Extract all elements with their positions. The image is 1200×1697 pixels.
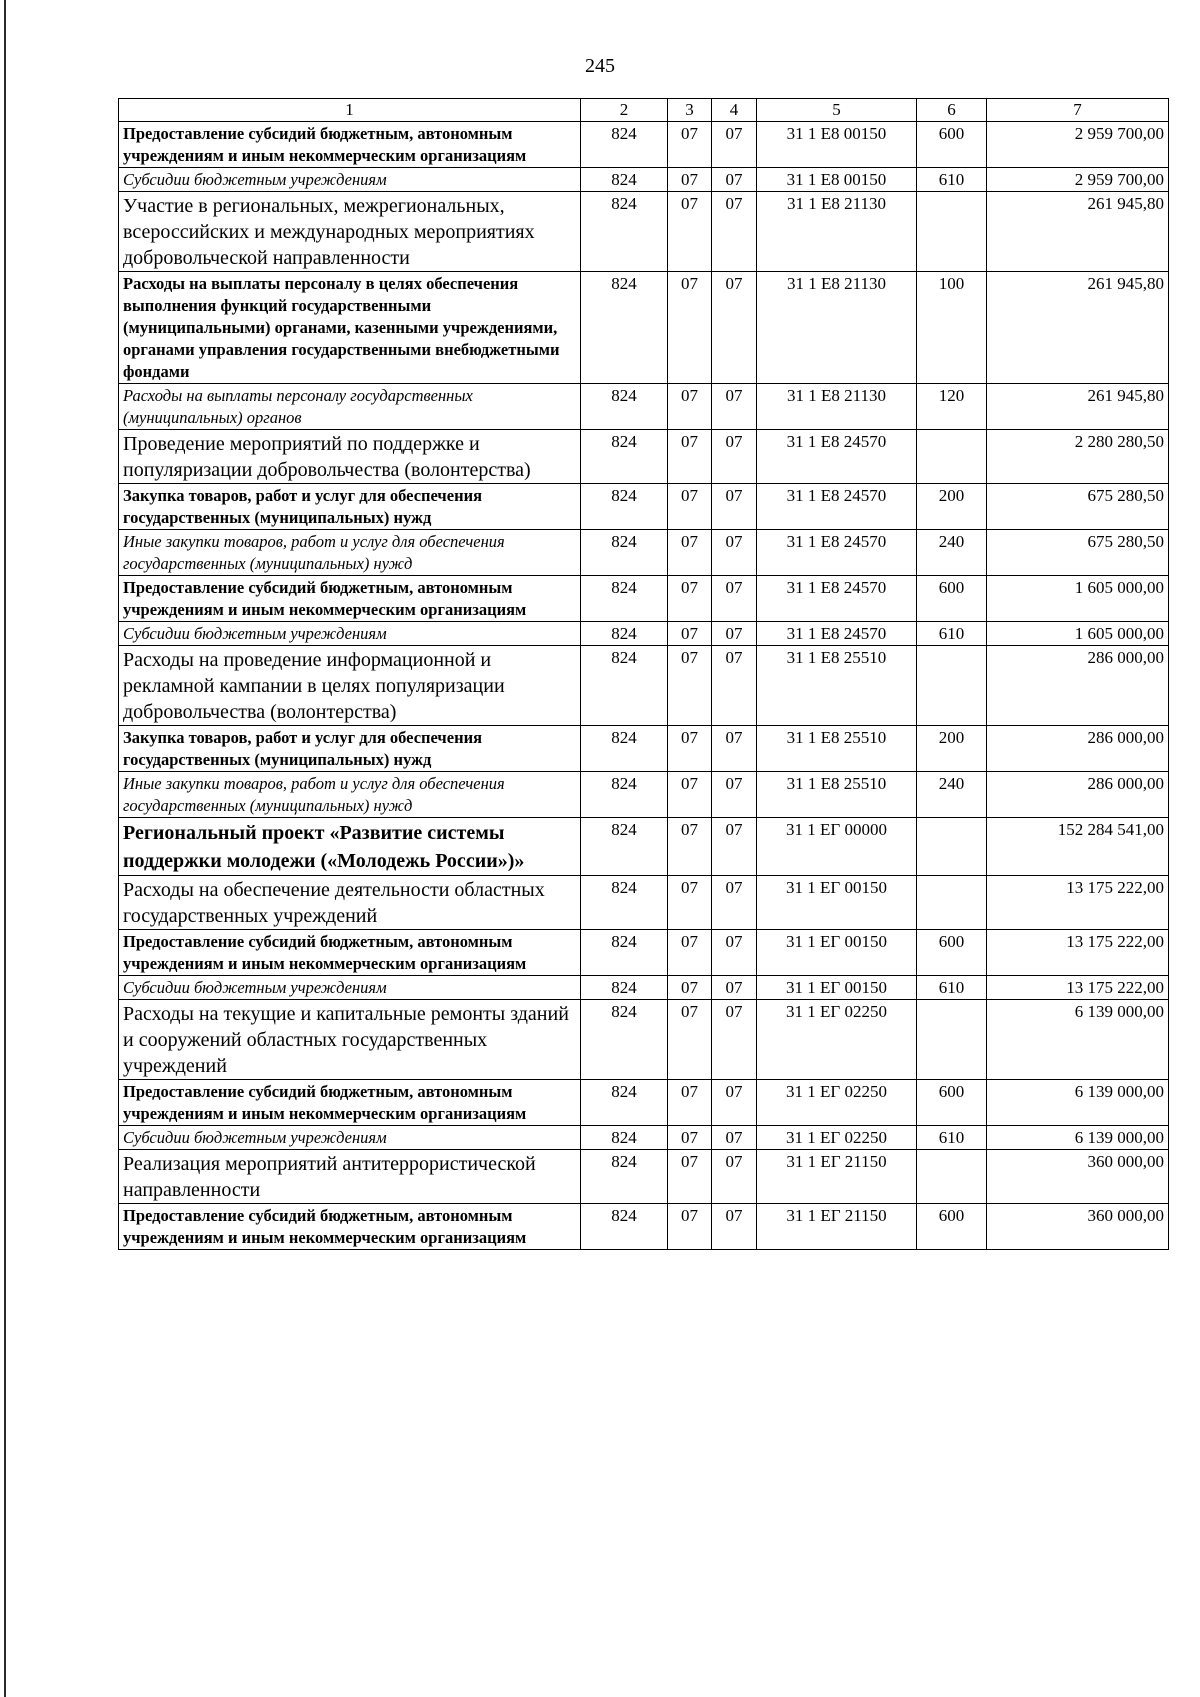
target-article-code: 31 1 ЕГ 00150 (757, 930, 917, 976)
row-name: Проведение мероприятий по поддержке и популяризации добровольчества (волонтерства) (119, 430, 581, 484)
expense-type-code (917, 876, 987, 930)
expense-type-code: 100 (917, 272, 987, 384)
expense-type-code (917, 430, 987, 484)
subsection-code: 07 (712, 646, 757, 726)
column-number: 4 (712, 99, 757, 122)
row-name: Предоставление субсидий бюджетным, автономным учреждениям и иным некоммерческим организациям (119, 1080, 581, 1126)
row-name: Субсидии бюджетным учреждениям (119, 976, 581, 1000)
table-row (119, 122, 1169, 168)
section-code: 07 (668, 168, 712, 192)
section-code: 07 (668, 430, 712, 484)
target-article-code: 31 1 Е8 25510 (757, 726, 917, 772)
expense-type-code: 610 (917, 168, 987, 192)
amount: 261 945,80 (987, 384, 1169, 430)
table-row (119, 484, 1169, 530)
table-row (119, 818, 1169, 876)
row-name: Субсидии бюджетным учреждениям (119, 168, 581, 192)
target-article-code: 31 1 ЕГ 02250 (757, 1126, 917, 1150)
table-row (119, 1126, 1169, 1150)
row-name: Предоставление субсидий бюджетным, автономным учреждениям и иным некоммерческим организациям (119, 1204, 581, 1250)
ministry-code: 824 (581, 530, 668, 576)
ministry-code: 824 (581, 818, 668, 876)
ministry-code: 824 (581, 192, 668, 272)
amount: 13 175 222,00 (987, 976, 1169, 1000)
subsection-code: 07 (712, 930, 757, 976)
expense-type-code: 610 (917, 976, 987, 1000)
expense-type-code: 240 (917, 530, 987, 576)
column-number-row (119, 99, 1169, 122)
target-article-code: 31 1 Е8 21130 (757, 272, 917, 384)
target-article-code: 31 1 ЕГ 00150 (757, 976, 917, 1000)
section-code: 07 (668, 1204, 712, 1250)
row-name: Расходы на выплаты персоналу государственных (муниципальных) органов (119, 384, 581, 430)
ministry-code: 824 (581, 484, 668, 530)
ministry-code: 824 (581, 1126, 668, 1150)
budget-table-body (119, 99, 1169, 1250)
ministry-code: 824 (581, 1080, 668, 1126)
target-article-code: 31 1 Е8 25510 (757, 646, 917, 726)
expense-type-code: 610 (917, 622, 987, 646)
expense-type-code: 200 (917, 726, 987, 772)
row-name: Субсидии бюджетным учреждениям (119, 1126, 581, 1150)
section-code: 07 (668, 726, 712, 772)
row-name: Закупка товаров, работ и услуг для обеспечения государственных (муниципальных) нужд (119, 484, 581, 530)
expense-type-code: 600 (917, 1204, 987, 1250)
subsection-code: 07 (712, 384, 757, 430)
target-article-code: 31 1 Е8 24570 (757, 430, 917, 484)
table-row (119, 930, 1169, 976)
amount: 675 280,50 (987, 530, 1169, 576)
ministry-code: 824 (581, 272, 668, 384)
ministry-code: 824 (581, 772, 668, 818)
ministry-code: 824 (581, 384, 668, 430)
amount: 2 959 700,00 (987, 122, 1169, 168)
expense-type-code: 240 (917, 772, 987, 818)
row-name: Расходы на обеспечение деятельности областных государственных учреждений (119, 876, 581, 930)
ministry-code: 824 (581, 1204, 668, 1250)
amount: 6 139 000,00 (987, 1000, 1169, 1080)
table-row (119, 192, 1169, 272)
expense-type-code (917, 646, 987, 726)
table-row (119, 646, 1169, 726)
subsection-code: 07 (712, 1204, 757, 1250)
table-row (119, 622, 1169, 646)
target-article-code: 31 1 ЕГ 21150 (757, 1204, 917, 1250)
expense-type-code: 600 (917, 930, 987, 976)
row-name: Реализация мероприятий антитеррористической направленности (119, 1150, 581, 1204)
section-code: 07 (668, 576, 712, 622)
expense-type-code: 120 (917, 384, 987, 430)
section-code: 07 (668, 876, 712, 930)
subsection-code: 07 (712, 122, 757, 168)
amount: 261 945,80 (987, 272, 1169, 384)
table-row (119, 1000, 1169, 1080)
subsection-code: 07 (712, 530, 757, 576)
subsection-code: 07 (712, 484, 757, 530)
section-code: 07 (668, 192, 712, 272)
target-article-code: 31 1 ЕГ 21150 (757, 1150, 917, 1204)
row-name: Региональный проект «Развитие системы поддержки молодежи («Молодежь России»)» (119, 818, 581, 876)
ministry-code: 824 (581, 726, 668, 772)
section-code: 07 (668, 530, 712, 576)
table-row (119, 1080, 1169, 1126)
subsection-code: 07 (712, 192, 757, 272)
amount: 6 139 000,00 (987, 1080, 1169, 1126)
ministry-code: 824 (581, 876, 668, 930)
subsection-code: 07 (712, 1080, 757, 1126)
amount: 360 000,00 (987, 1150, 1169, 1204)
section-code: 07 (668, 1150, 712, 1204)
subsection-code: 07 (712, 876, 757, 930)
ministry-code: 824 (581, 168, 668, 192)
expense-type-code: 600 (917, 1080, 987, 1126)
subsection-code: 07 (712, 1000, 757, 1080)
ministry-code: 824 (581, 1150, 668, 1204)
expense-type-code (917, 818, 987, 876)
table-row (119, 384, 1169, 430)
row-name: Расходы на проведение информационной и рекламной кампании в целях популяризации добровольчества (волонтерства) (119, 646, 581, 726)
amount: 261 945,80 (987, 192, 1169, 272)
target-article-code: 31 1 Е8 24570 (757, 484, 917, 530)
amount: 1 605 000,00 (987, 576, 1169, 622)
scan-left-edge (4, 0, 6, 1697)
subsection-code: 07 (712, 272, 757, 384)
amount: 286 000,00 (987, 646, 1169, 726)
table-row (119, 430, 1169, 484)
column-number: 6 (917, 99, 987, 122)
column-number: 2 (581, 99, 668, 122)
row-name: Расходы на текущие и капитальные ремонты зданий и сооружений областных государственных учреждений (119, 1000, 581, 1080)
section-code: 07 (668, 818, 712, 876)
page-number: 245 (585, 55, 615, 77)
row-name: Предоставление субсидий бюджетным, автономным учреждениям и иным некоммерческим организациям (119, 930, 581, 976)
subsection-code: 07 (712, 1150, 757, 1204)
amount: 286 000,00 (987, 772, 1169, 818)
section-code: 07 (668, 646, 712, 726)
ministry-code: 824 (581, 976, 668, 1000)
section-code: 07 (668, 1126, 712, 1150)
table-row (119, 726, 1169, 772)
section-code: 07 (668, 772, 712, 818)
subsection-code: 07 (712, 576, 757, 622)
column-number: 7 (987, 99, 1169, 122)
amount: 286 000,00 (987, 726, 1169, 772)
row-name: Субсидии бюджетным учреждениям (119, 622, 581, 646)
expense-type-code: 600 (917, 122, 987, 168)
section-code: 07 (668, 1000, 712, 1080)
subsection-code: 07 (712, 818, 757, 876)
ministry-code: 824 (581, 1000, 668, 1080)
expense-type-code: 600 (917, 576, 987, 622)
section-code: 07 (668, 976, 712, 1000)
subsection-code: 07 (712, 726, 757, 772)
amount: 13 175 222,00 (987, 876, 1169, 930)
target-article-code: 31 1 ЕГ 00150 (757, 876, 917, 930)
section-code: 07 (668, 384, 712, 430)
target-article-code: 31 1 Е8 00150 (757, 168, 917, 192)
table-row (119, 1150, 1169, 1204)
amount: 675 280,50 (987, 484, 1169, 530)
target-article-code: 31 1 Е8 21130 (757, 192, 917, 272)
amount: 2 280 280,50 (987, 430, 1169, 484)
section-code: 07 (668, 622, 712, 646)
subsection-code: 07 (712, 1126, 757, 1150)
table-row (119, 530, 1169, 576)
expense-type-code: 200 (917, 484, 987, 530)
column-number: 5 (757, 99, 917, 122)
section-code: 07 (668, 122, 712, 168)
section-code: 07 (668, 930, 712, 976)
table-row (119, 576, 1169, 622)
amount: 6 139 000,00 (987, 1126, 1169, 1150)
section-code: 07 (668, 484, 712, 530)
row-name: Расходы на выплаты персоналу в целях обеспечения выполнения функций государственными (муниципальными) органами, казенными учреждениями, органами управления государственными внебюджетными фондами (119, 272, 581, 384)
target-article-code: 31 1 Е8 21130 (757, 384, 917, 430)
target-article-code: 31 1 ЕГ 00000 (757, 818, 917, 876)
budget-table (118, 98, 1169, 1250)
subsection-code: 07 (712, 976, 757, 1000)
row-name: Предоставление субсидий бюджетным, автономным учреждениям и иным некоммерческим организациям (119, 576, 581, 622)
ministry-code: 824 (581, 576, 668, 622)
ministry-code: 824 (581, 622, 668, 646)
section-code: 07 (668, 1080, 712, 1126)
target-article-code: 31 1 Е8 24570 (757, 530, 917, 576)
target-article-code: 31 1 Е8 24570 (757, 622, 917, 646)
subsection-code: 07 (712, 168, 757, 192)
subsection-code: 07 (712, 772, 757, 818)
expense-type-code (917, 192, 987, 272)
ministry-code: 824 (581, 430, 668, 484)
expense-type-code (917, 1150, 987, 1204)
target-article-code: 31 1 Е8 25510 (757, 772, 917, 818)
row-name: Иные закупки товаров, работ и услуг для обеспечения государственных (муниципальных) нужд (119, 530, 581, 576)
table-row (119, 772, 1169, 818)
ministry-code: 824 (581, 930, 668, 976)
amount: 13 175 222,00 (987, 930, 1169, 976)
table-row (119, 1204, 1169, 1250)
subsection-code: 07 (712, 622, 757, 646)
target-article-code: 31 1 ЕГ 02250 (757, 1000, 917, 1080)
amount: 2 959 700,00 (987, 168, 1169, 192)
amount: 360 000,00 (987, 1204, 1169, 1250)
ministry-code: 824 (581, 646, 668, 726)
column-number: 1 (119, 99, 581, 122)
target-article-code: 31 1 ЕГ 02250 (757, 1080, 917, 1126)
target-article-code: 31 1 Е8 24570 (757, 576, 917, 622)
table-row (119, 876, 1169, 930)
target-article-code: 31 1 Е8 00150 (757, 122, 917, 168)
expense-type-code (917, 1000, 987, 1080)
table-row (119, 272, 1169, 384)
ministry-code: 824 (581, 122, 668, 168)
row-name: Предоставление субсидий бюджетным, автономным учреждениям и иным некоммерческим организациям (119, 122, 581, 168)
table-row (119, 976, 1169, 1000)
row-name: Закупка товаров, работ и услуг для обеспечения государственных (муниципальных) нужд (119, 726, 581, 772)
expense-type-code: 610 (917, 1126, 987, 1150)
amount: 152 284 541,00 (987, 818, 1169, 876)
amount: 1 605 000,00 (987, 622, 1169, 646)
subsection-code: 07 (712, 430, 757, 484)
section-code: 07 (668, 272, 712, 384)
column-number: 3 (668, 99, 712, 122)
table-row (119, 168, 1169, 192)
row-name: Иные закупки товаров, работ и услуг для обеспечения государственных (муниципальных) нужд (119, 772, 581, 818)
row-name: Участие в региональных, межрегиональных, всероссийских и международных мероприятиях добровольческой направленности (119, 192, 581, 272)
